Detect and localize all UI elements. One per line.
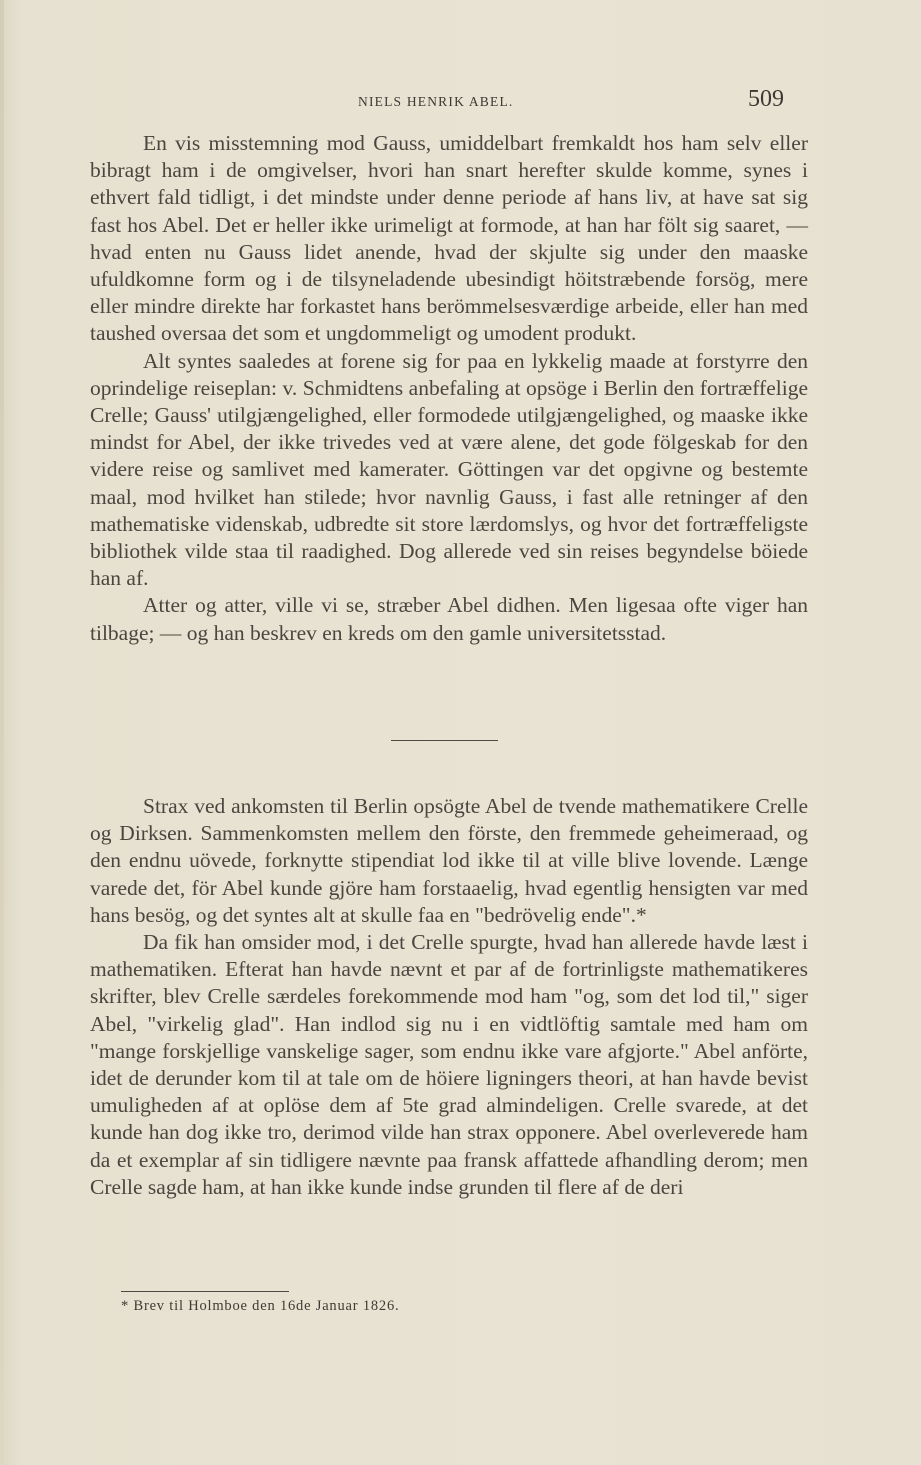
paragraph-crelle-samtale: Da fik han omsider mod, i det Crelle spurgte, hvad han allerede havde læst i mathematiken. Efterat han havde nævnt et par af de fortrinligste mathematikeres skrifter, blev Crelle særdeles forekommende mod ham "og, som det lod til," siger Abel, "virkelig glad". Han indlod sig nu i en vidtlöftig samtale med ham om "mange forskjellige vanskelige sager, som endnu ikke vare afgjorte." Abel anförte, idet de derunder kom til at tale om de höiere ligningers theori, at han havde bevist umuligheden af at oplöse dem af 5te grad almindeligen. Crelle svarede, at det kunde han dog ikke tro, derimod vilde han strax opponere. Abel overleverede ham da et exemplar af sin tidligere nævnte paa fransk affattede afhandling derom; men Crelle sagde ham, at han ikke kunde indse grunden til flere af de deri	[90, 930, 808, 1199]
paragraph-reiseplan: Alt syntes saaledes at forene sig for paa en lykkelig maade at forstyrre den oprindelige reiseplan: v. Schmidtens anbefaling at opsöge i Berlin den fortræffelige Crelle; Gauss' utilgjængelighed, eller formodede utilgjængelighed, og maaske ikke mindst for Abel, der ikke trivedes ved at være alene, det gode fölgeskab for den videre reise og samlivet med kamerater. Göttingen var det opgivne og bestemte maal, mod hvilket han stilede; hvor navnlig Gauss, i fast alle retninger af den mathematiske videnskab, udbredte sit store lærdomslys, og hvor det fortræffeligste bibliothek vilde staa til raadighed. Dog allerede ved sin reises begyndelse böiede han af.	[90, 348, 808, 591]
text-block-lower	[90, 793, 808, 1201]
running-title: NIELS HENRIK ABEL.	[358, 94, 514, 109]
page-header	[90, 86, 786, 118]
text-block-upper	[90, 130, 808, 647]
footnote-rule	[121, 1291, 289, 1292]
paragraph-atter-og-atter: Atter og atter, ville vi se, stræber Abel didhen. Men ligesaa ofte viger han tilbage; — og han beskrev en kreds om den gamle universitetsstad.	[90, 593, 808, 645]
paragraph-berlin-ankomst: Strax ved ankomsten til Berlin opsögte Abel de tvende mathematikere Crelle og Dirksen. Sammenkomsten mellem den förste, den fremmede geheimeraad, og den endnu uövede, forknytte stipendiat lod ikke til at ville blive lovende. Længe varede det, för Abel kunde gjöre ham forstaaelig, hvad egentlig hensigten var med hans besög, og det syntes alt at skulle faa en "bedrövelig ende".*	[90, 794, 808, 927]
page-edge-shadow	[0, 0, 4, 1465]
paragraph-gauss-misstemning: En vis misstemning mod Gauss, umiddelbart fremkaldt hos ham selv eller bibragt ham i de omgivelser, hvori han snart herefter skulde komme, synes i ethvert fald tidligt, i det mindste under denne periode af hans liv, at have sat sig fast hos Abel. Det er heller ikke urimeligt at formode, at han har fölt sig saaret, — hvad enten nu Gauss lidet anende, hvad der skjulte sig under den maaske ufuldkomne form og i de tilsyneladende ubesindigt höitstræbende forsög, mere eller mindre direkte har forkastet hans berömmelsesværdige arbeide, eller han med taushed oversaa det som et ungdommeligt og umodent produkt.	[90, 131, 808, 346]
section-divider	[391, 740, 498, 741]
page-number: 509	[748, 86, 784, 112]
footnote: * Brev til Holmboe den 16de Januar 1826.	[121, 1298, 400, 1314]
